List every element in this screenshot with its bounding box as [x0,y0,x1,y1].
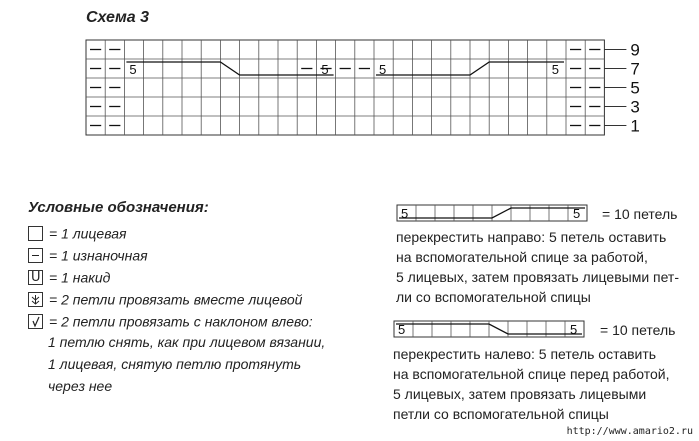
legend-item-purl: = 1 изнаночная [28,246,148,263]
cross-left-description [393,344,669,424]
knitting-chart [0,0,699,190]
cross-right-equals: = 10 петель [602,206,678,222]
cross-right-symbol [395,203,595,223]
cable-count-label: 5 [321,62,329,77]
row-number-label: 9 [630,40,640,60]
cross-left-line-3: 5 лицевых, затем провязать лицевыми [393,386,647,402]
legend-item-ssk: = 2 петли провязать с наклоном влево: [28,312,313,329]
cable-count-label: 5 [401,206,409,221]
cross-left-symbol [392,319,592,339]
cross-left-equals: = 10 петель [600,322,676,338]
row-number-label: 1 [630,116,640,136]
cross-left-line-4: петли со вспомогательной спицы [393,406,609,422]
chart-border [86,40,604,135]
ssk-icon [28,314,43,329]
watermark: http://www.amario2.ru [566,426,693,437]
purl-symbol-icon [28,248,43,263]
k2tog-icon [28,292,43,307]
cable-count-label: 5 [570,322,578,337]
cross-right-line-2: на вспомогательной спице за работой, [396,249,648,265]
legend-note-line-2: 1 лицевая, снятую петлю протянуть [48,356,302,372]
cable-count-label: 5 [398,322,406,337]
legend-note-line-1: 1 петлю снять, как при лицевом вязании, [48,334,326,350]
cable-count-label: 5 [573,206,581,221]
cable-count-label: 5 [379,62,387,77]
knit-symbol-icon [28,226,43,241]
cross-right-line-1: перекрестить направо: 5 петель оставить [396,229,667,245]
row-number-label: 7 [630,59,640,79]
legend-item-knit: = 1 лицевая [28,224,126,241]
legend-item-yarn-over: U = 1 накид [28,268,110,285]
row-number-label: 5 [630,78,640,98]
cross-right-line-3: 5 лицевых, затем провязать лицевыми пет- [396,269,680,285]
cable-count-label: 5 [551,62,560,77]
cross-left-line-1: перекрестить налево: 5 петель оставить [393,346,657,362]
cable-count-label: 5 [129,62,137,77]
legend-title: Условные обозначения: [28,199,209,216]
row-number-label: 3 [630,97,640,117]
cross-right-line-4: ли со вспомогательной спицы [396,289,591,305]
cross-left-line-2: на вспомогательной спице перед работой, [393,366,670,382]
cross-right-description [396,227,679,307]
legend-note-line-3: через нее [48,378,113,394]
legend-item-k2tog: = 2 петли провязать вместе лицевой [28,290,302,307]
yarn-over-icon: U [28,270,43,285]
chart-title: Схема 3 [86,9,150,26]
